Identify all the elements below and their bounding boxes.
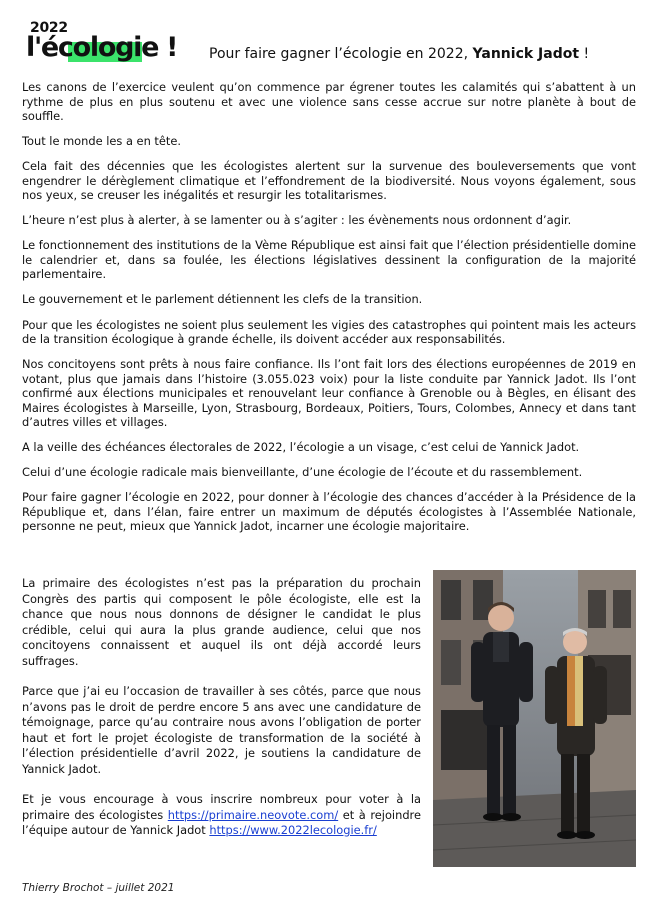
paragraph: Le gouvernement et le parlement détiennent les clefs de la transition. bbox=[22, 292, 423, 307]
paragraph: Le fonctionnement des institutions de la Vème République est ainsi fait que l’élection présidentielle domine le calendrier et, dans sa foulée, les élections législatives dessinent la configuration de la majorité parlementaire. bbox=[22, 238, 636, 282]
campaign-logo bbox=[24, 16, 194, 66]
paragraph: Pour faire gagner l’écologie en 2022, pour donner à l’écologie des chances d’accéder à la Présidence de la République et, dans l’élan, faire entrer un maximum de députés écologistes à l’Assemblée Nationale, personne ne peut, mieux que Yannick Jadot, incarner une écologie majoritaire. bbox=[22, 490, 636, 534]
paragraph: Celui d’une écologie radicale mais bienveillante, d’une écologie de l’écoute et du rassemblement. bbox=[22, 465, 583, 480]
logo-year: 2022 bbox=[30, 20, 68, 36]
paragraph: L’heure n’est plus à alerter, à se lamenter ou à s’agiter : les évènements nous ordonnent d’agir. bbox=[22, 213, 572, 228]
closing-text: et à rejoindre l’équipe autour de Yannick Jadot bbox=[22, 807, 421, 837]
title-lead: Pour faire gagner l’écologie en 2022, bbox=[209, 46, 473, 62]
closing-paragraph bbox=[22, 792, 421, 839]
title-tail: ! bbox=[579, 46, 590, 62]
paragraph: Cela fait des décennies que les écologistes alertent sur la survenue des bouleversements que vont engendrer le dérèglement climatique et l’effondrement de la biodiversité. Nous voyons également, sous nos yeux, se creuser les inégalités et resurgir les totalitarismes. bbox=[22, 159, 636, 203]
paragraph: La primaire des écologistes n’est pas la préparation du prochain Congrès des partis qui composent le pôle écologiste, elle est la chance que nous nous donnons de désigner le candidat le plus crédible, celui qui aura la plus grande audience, celui que nos concitoyens connaissent et auquel ils ont déjà accordé leurs suffrages. bbox=[22, 576, 421, 668]
page-title bbox=[209, 46, 639, 62]
campaign-site-link[interactable]: https://www.2022lecologie.fr/ bbox=[209, 823, 377, 837]
closing-text: Et je vous encourage à vous inscrire nombreux pour voter à la primaire des écologistes bbox=[22, 792, 421, 822]
signature: Thierry Brochot – juillet 2021 bbox=[22, 882, 175, 894]
paragraph: Nos concitoyens sont prêts à nous faire confiance. Ils l’ont fait lors des élections européennes de 2019 en votant, plus que jamais dans l’histoire (3.055.023 voix) pour la liste conduite par Yannick Jadot. Ils l’ont confirmé aux élections municipales et renouvelant leur confiance à Grenoble ou à Bègles, en élisant des Maires écologistes à Marseille, Lyon, Strasbourg, Bordeaux, Poitiers, Tours, Colombes, Annecy et dans tant d’autres villes et villages. bbox=[22, 357, 636, 430]
paragraph: Tout le monde les a en tête. bbox=[22, 134, 181, 149]
title-name: Yannick Jadot bbox=[472, 46, 580, 62]
wrapped-text-column bbox=[22, 576, 421, 839]
logo-word: l'écologie ! bbox=[26, 32, 178, 63]
article-body bbox=[22, 80, 636, 545]
paragraph: A la veille des échéances électorales de 2022, l’écologie a un visage, c’est celui de Yannick Jadot. bbox=[22, 440, 580, 455]
photo-illustration bbox=[433, 570, 636, 867]
photo-two-men-walking bbox=[433, 570, 636, 867]
paragraph: Les canons de l’exercice veulent qu’on commence par égrener toutes les calamités qui s’abattent à un rythme de plus en plus soutenu et avec une violence sans cesse accrue sur notre planète à bout de souffle. bbox=[22, 80, 636, 123]
paragraph: Parce que j’ai eu l’occasion de travailler à ses côtés, parce que nous n’avons pas le droit de perdre encore 5 ans avec une candidature de témoignage, parce qu’au contraire nous avons l’obligation de porter haut et fort le projet écologiste de transformation de la société à l’élection présidentielle d’avril 2022, je soutiens la candidature de Yannick Jadot. bbox=[22, 684, 421, 776]
paragraph: Pour que les écologistes ne soient plus seulement les vigies des catastrophes qui pointent mais les acteurs de la transition écologique à grande échelle, ils doivent accéder aux responsabilités. bbox=[22, 317, 636, 347]
primaire-link[interactable]: https://primaire.neovote.com/ bbox=[167, 807, 339, 822]
